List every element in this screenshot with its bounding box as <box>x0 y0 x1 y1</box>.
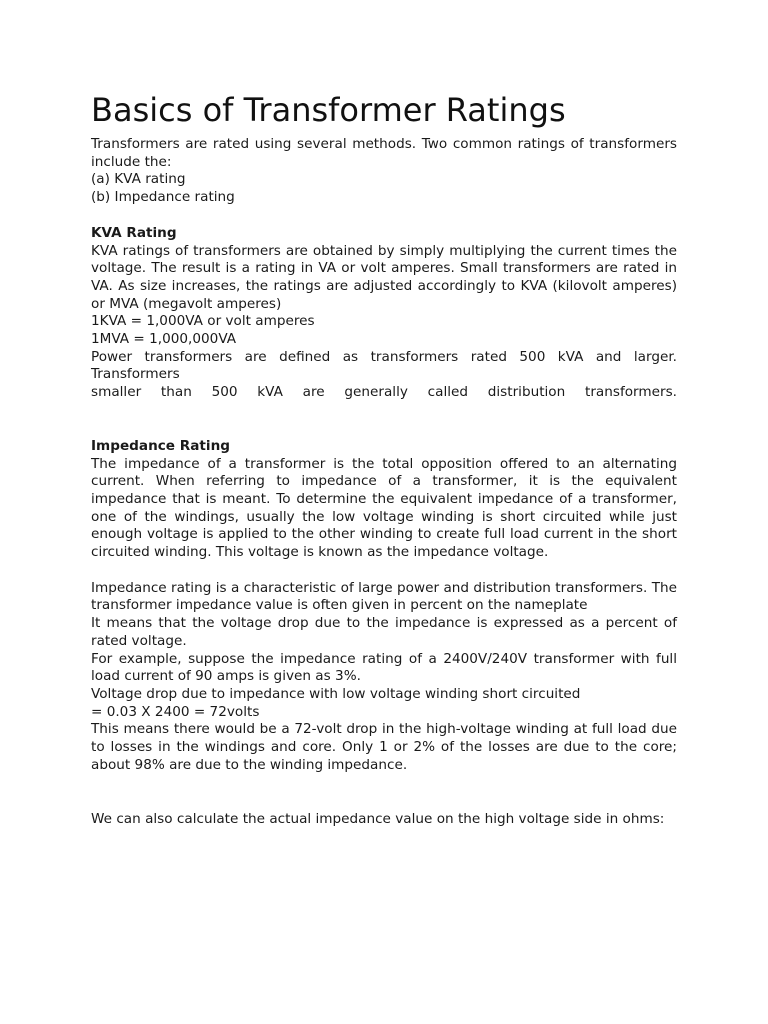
voltage-drop-calculation: = 0.03 X 2400 = 72volts <box>91 703 260 720</box>
impedance-heading: Impedance Rating <box>91 437 230 454</box>
closing-line: We can also calculate the actual impedance value on the high voltage side in ohms: <box>91 810 665 827</box>
impedance-paragraph-characteristic: Impedance rating is a characteristic of large power and distribution transformers. The transformer impedance value is often given in percent on the nameplate <box>91 579 677 614</box>
spacer <box>91 402 677 438</box>
impedance-paragraph-definition: The impedance of a transformer is the total opposition offered to an alternating current. When referring to impedance of a transformer, it is the equivalent impedance that is meant. To determine the equivalent impedance of a transformer, one of the windings, usually the low voltage winding is short circuited while just enough voltage is applied to the other winding to create full load current in the short circuited winding. This voltage is known as the impedance voltage. <box>91 455 677 561</box>
intro-paragraph: Transformers are rated using several methods. Two common ratings of transformers include the: <box>91 136 677 170</box>
intro-item-kva: (a) KVA rating <box>91 171 186 188</box>
spacer <box>91 775 677 811</box>
spacer <box>91 207 677 225</box>
voltage-drop-line: Voltage drop due to impedance with low voltage winding short circuited <box>91 685 581 702</box>
impedance-paragraph-meaning: It means that the voltage drop due to the impedance is expressed as a percent of rated voltage. <box>91 615 677 649</box>
kva-heading: KVA Rating <box>91 224 177 241</box>
kva-definition-line: 1KVA = 1,000VA or volt amperes <box>91 313 315 330</box>
kva-paragraph: KVA ratings of transformers are obtained by simply multiplying the current times the voltage. The result is a rating in VA or volt amperes. Small transformers are rated in VA. As size increases, the ratings are adjusted accordingly to KVA (kilovolt amperes) or MVA (megavolt amperes) <box>91 242 677 312</box>
impedance-paragraph-example: For example, suppose the impedance rating of a 2400V/240V transformer with full load current of 90 amps is given as 3%. <box>91 650 677 685</box>
impedance-paragraph-losses: This means there would be a 72-volt drop in the high-voltage winding at full load due to losses in the windings and core. Only 1 or 2% of the losses are due to the core; about 98% are due to the winding impedance. <box>91 721 677 773</box>
mva-definition-line: 1MVA = 1,000,000VA <box>91 331 237 348</box>
intro-item-impedance: (b) Impedance rating <box>91 189 235 206</box>
power-transformer-line: Power transformers are defined as transformers rated 500 kVA and larger. Transformers <box>91 348 677 383</box>
distribution-transformer-line: smaller than 500 kVA are generally called distribution transformers. <box>91 384 677 401</box>
page-title: Basics of Transformer Ratings <box>91 91 566 129</box>
spacer <box>91 562 677 580</box>
document-page <box>91 90 677 828</box>
